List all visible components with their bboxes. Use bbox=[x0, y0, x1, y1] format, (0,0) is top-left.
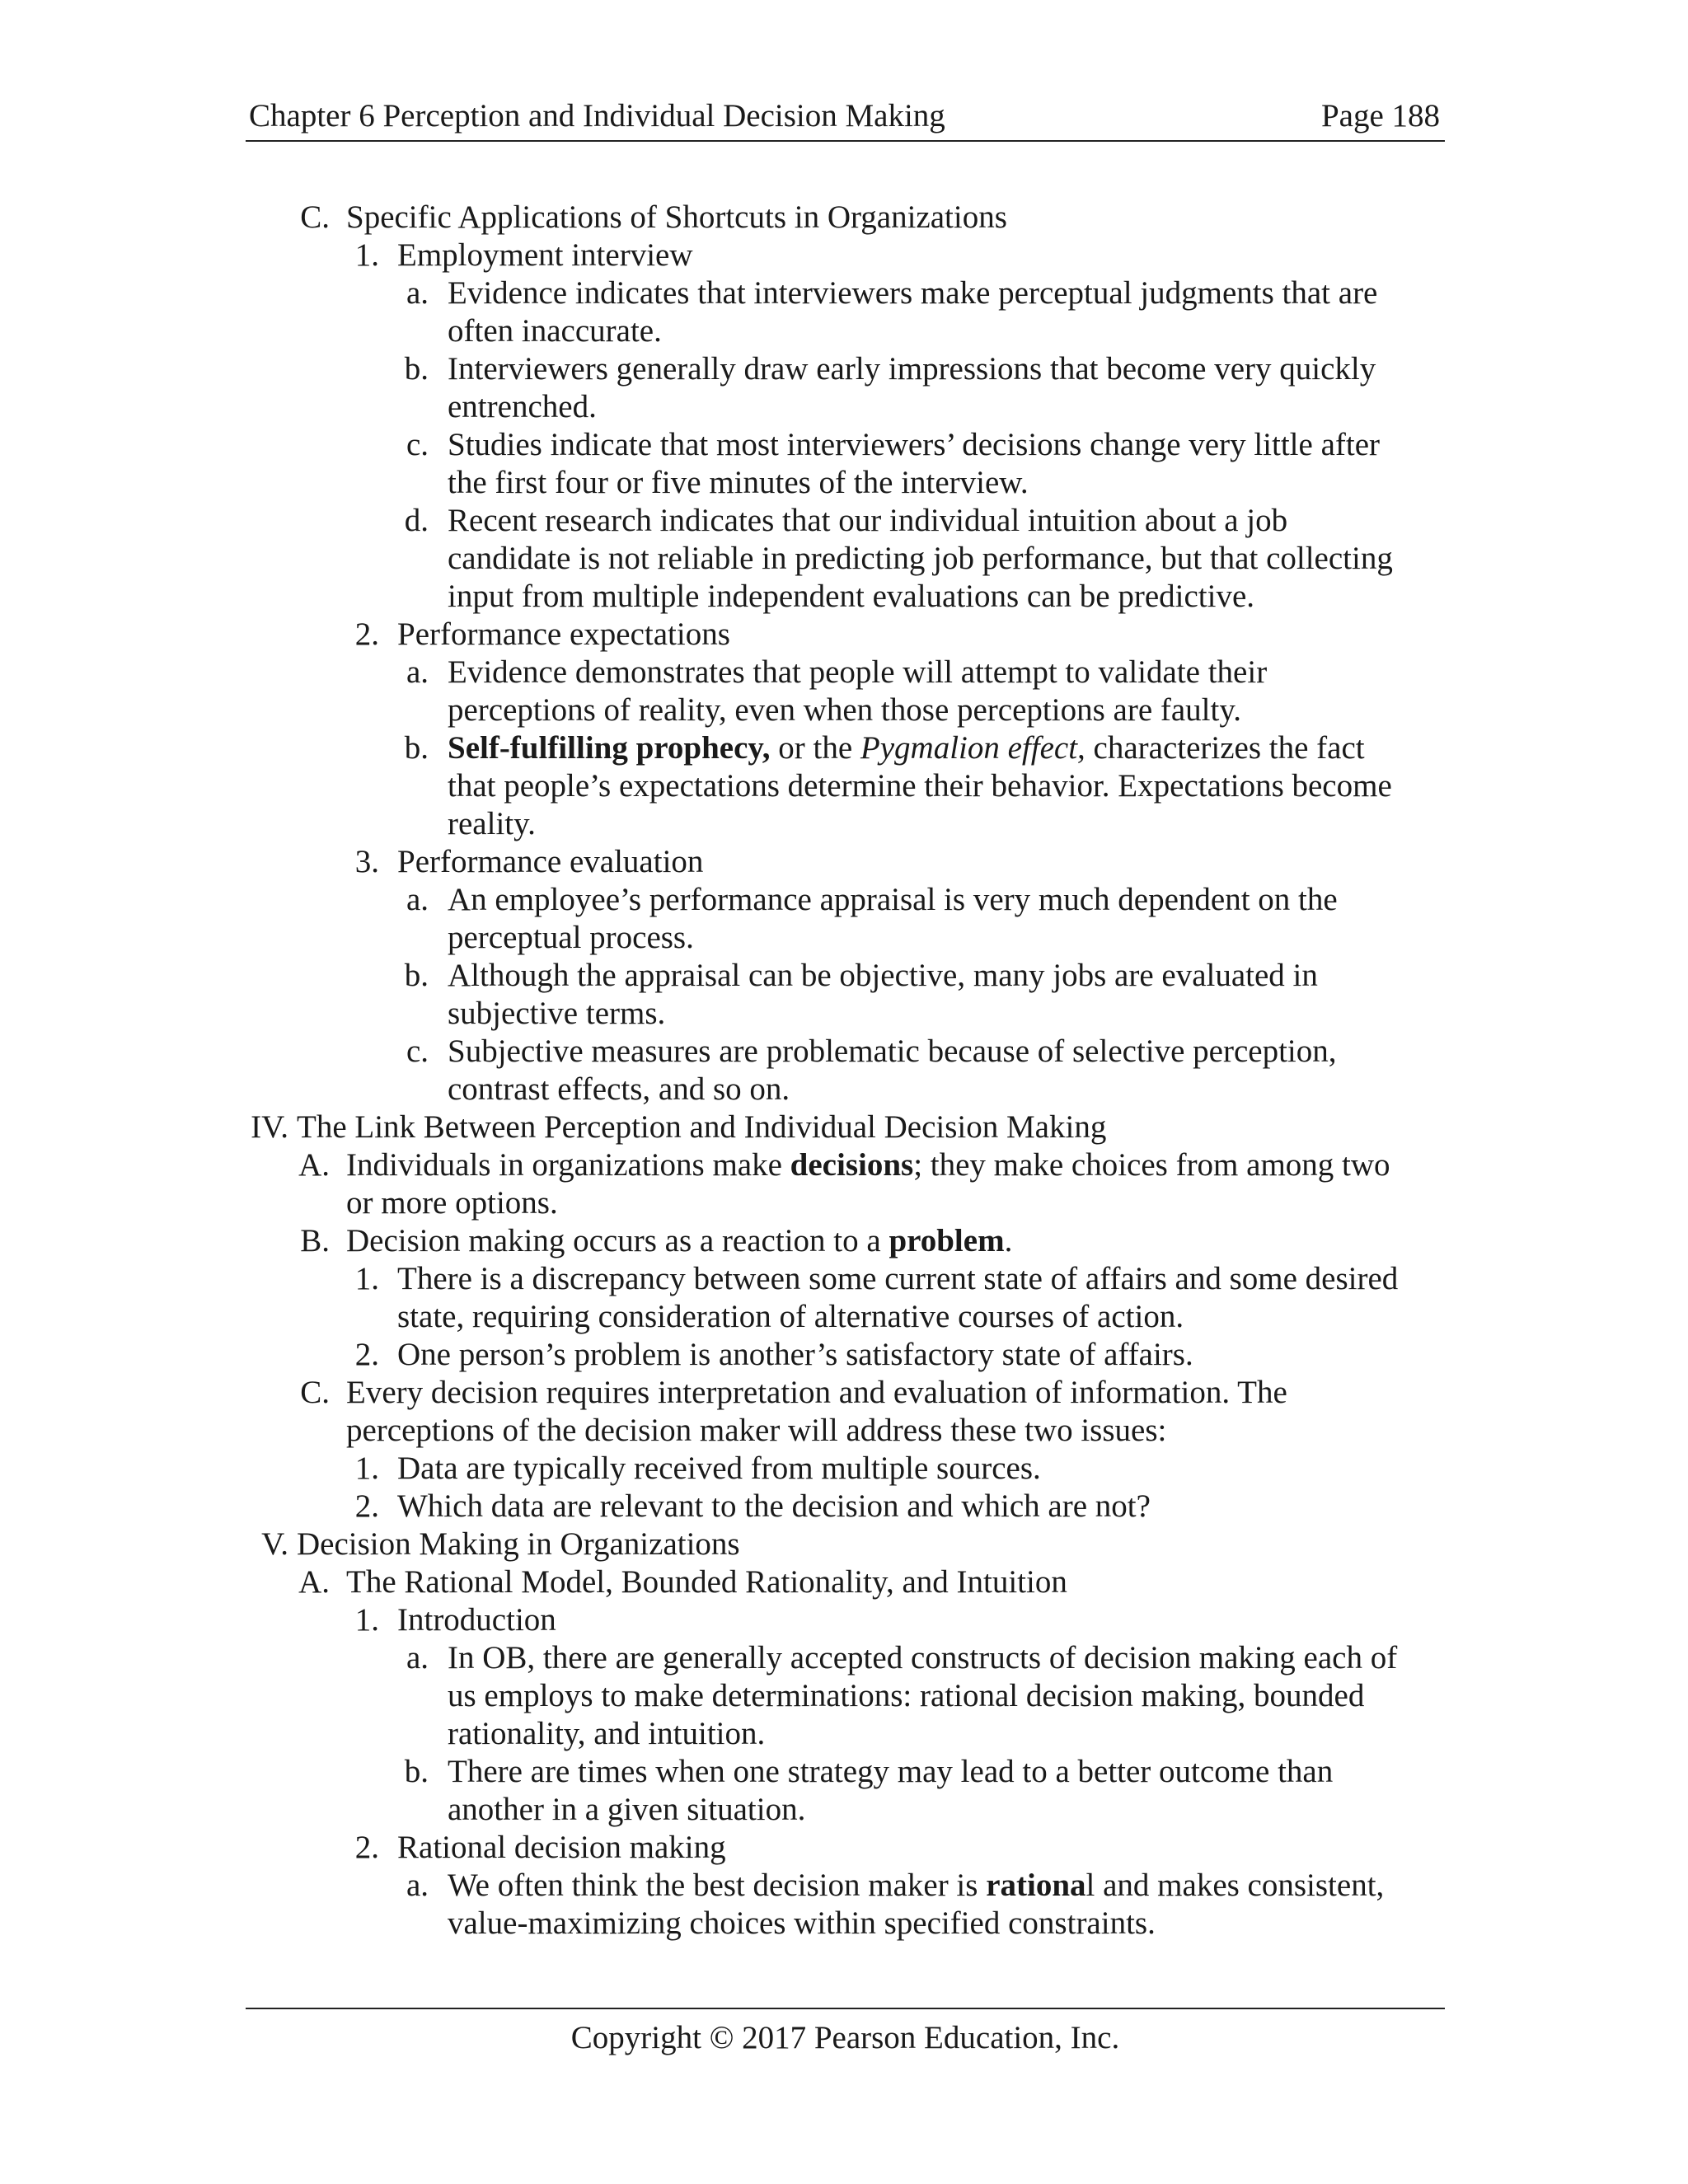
outline-text: Specific Applications of Shortcuts in Organizations bbox=[346, 199, 1007, 235]
text-segment: l and makes consistent, bbox=[1085, 1868, 1385, 1903]
outline-text: reality. bbox=[448, 806, 536, 841]
outline-line bbox=[0, 1146, 1688, 1184]
outline-line bbox=[0, 1563, 1688, 1601]
outline-line bbox=[0, 1412, 1688, 1450]
outline-line bbox=[0, 502, 1688, 540]
outline-label: a. bbox=[406, 882, 429, 917]
outline-text: Interviewers generally draw early impressions that become very quickly bbox=[448, 351, 1376, 387]
outline-line bbox=[0, 1488, 1688, 1526]
copyright-notice: Copyright © 2017 Pearson Education, Inc. bbox=[570, 2020, 1120, 2055]
outline-line bbox=[0, 274, 1688, 312]
outline-label: 2. bbox=[354, 1830, 379, 1865]
text-segment: decisions bbox=[790, 1147, 914, 1183]
outline-text: Studies indicate that most interviewers’ decisions change very little after bbox=[448, 427, 1380, 462]
outline-line bbox=[0, 654, 1688, 691]
outline-line bbox=[0, 1829, 1688, 1867]
outline-text: state, requiring consideration of alternative courses of action. bbox=[397, 1299, 1184, 1334]
outline-label: 1. bbox=[354, 237, 379, 273]
outline-text: Introduction bbox=[397, 1602, 556, 1638]
outline-line bbox=[0, 616, 1688, 654]
text-segment: Decision making occurs as a reaction to a bbox=[346, 1223, 889, 1258]
outline-line bbox=[0, 881, 1688, 919]
outline-label: d. bbox=[404, 503, 429, 538]
outline-line bbox=[0, 1298, 1688, 1336]
outline-text: Evidence demonstrates that people will attempt to validate their bbox=[448, 654, 1268, 690]
text-segment: problem bbox=[889, 1223, 1005, 1258]
page-footer bbox=[246, 2008, 1445, 2057]
outline-line bbox=[0, 1601, 1688, 1639]
outline-text: There is a discrepancy between some current state of affairs and some desired bbox=[397, 1261, 1399, 1296]
outline-line bbox=[0, 237, 1688, 274]
outline-text: In OB, there are generally accepted constructs of decision making each of bbox=[448, 1640, 1398, 1675]
outline-text: another in a given situation. bbox=[448, 1792, 806, 1827]
outline-label: 1. bbox=[354, 1602, 379, 1638]
outline-text: Subjective measures are problematic because of selective perception, bbox=[448, 1033, 1337, 1069]
outline-text: Although the appraisal can be objective, many jobs are evaluated in bbox=[448, 958, 1318, 993]
outline-text: or more options. bbox=[346, 1185, 558, 1221]
text-segment: ; they make choices from among two bbox=[913, 1147, 1390, 1183]
outline-label: C. bbox=[300, 1375, 330, 1410]
outline-label: a. bbox=[406, 1868, 429, 1903]
outline-text: rationality, and intuition. bbox=[448, 1716, 766, 1751]
outline-line bbox=[0, 1905, 1688, 1943]
outline-line bbox=[0, 1108, 1688, 1146]
outline-line bbox=[0, 578, 1688, 616]
outline-label: 2. bbox=[354, 616, 379, 652]
outline-label: b. bbox=[404, 351, 429, 387]
outline-line bbox=[0, 957, 1688, 995]
outline-line bbox=[0, 1791, 1688, 1829]
outline-line bbox=[0, 540, 1688, 578]
outline-text: Recent research indicates that our individual intuition about a job bbox=[448, 503, 1288, 538]
outline-line bbox=[0, 843, 1688, 881]
outline-line bbox=[0, 1450, 1688, 1488]
text-segment: characterizes the fact bbox=[1085, 730, 1365, 766]
outline-label: a. bbox=[406, 1640, 429, 1675]
outline-text: often inaccurate. bbox=[448, 313, 662, 349]
outline-label: 1. bbox=[354, 1451, 379, 1486]
page-header bbox=[246, 97, 1445, 142]
outline-content bbox=[0, 199, 1688, 1943]
chapter-title: Chapter 6 Perception and Individual Decision Making bbox=[249, 98, 945, 134]
outline-text: the first four or five minutes of the interview. bbox=[448, 465, 1029, 500]
text-segment: or the bbox=[770, 730, 860, 766]
outline-text: perceptions of the decision maker will address these two issues: bbox=[346, 1413, 1167, 1448]
outline-label: 1. bbox=[354, 1261, 379, 1296]
outline-line bbox=[0, 1260, 1688, 1298]
outline-label: A. bbox=[298, 1564, 330, 1600]
outline-text bbox=[448, 1867, 1384, 1905]
text-segment: rationa bbox=[986, 1868, 1086, 1903]
outline-label: b. bbox=[404, 1754, 429, 1789]
outline-text: perceptual process. bbox=[448, 920, 694, 955]
outline-label: C. bbox=[300, 199, 330, 235]
outline-text: The Rational Model, Bounded Rationality, and Intuition bbox=[346, 1564, 1067, 1600]
text-segment: Self-fulfilling prophecy, bbox=[448, 730, 771, 766]
outline-text: Every decision requires interpretation and evaluation of information. The bbox=[346, 1375, 1287, 1410]
outline-label: 2. bbox=[354, 1488, 379, 1524]
outline-text: Data are typically received from multiple sources. bbox=[397, 1451, 1041, 1486]
outline-text: Employment interview bbox=[397, 237, 693, 273]
outline-text: candidate is not reliable in predicting job performance, but that collecting bbox=[448, 541, 1393, 576]
text-segment: Individuals in organizations make bbox=[346, 1147, 790, 1183]
outline-text: Performance evaluation bbox=[397, 844, 704, 879]
outline-label: b. bbox=[404, 958, 429, 993]
outline-label: A. bbox=[298, 1147, 330, 1183]
outline-line bbox=[0, 919, 1688, 957]
outline-label: b. bbox=[404, 730, 429, 766]
outline-line bbox=[0, 1526, 1688, 1563]
outline-label: a. bbox=[406, 275, 429, 311]
outline-text: perceptions of reality, even when those perceptions are faulty. bbox=[448, 692, 1242, 728]
outline-text: Which data are relevant to the decision and which are not? bbox=[397, 1488, 1151, 1524]
outline-line bbox=[0, 1867, 1688, 1905]
outline-text: input from multiple independent evaluations can be predictive. bbox=[448, 579, 1255, 614]
outline-text: There are times when one strategy may lead to a better outcome than bbox=[448, 1754, 1334, 1789]
outline-text: An employee’s performance appraisal is very much dependent on the bbox=[448, 882, 1338, 917]
outline-line bbox=[0, 199, 1688, 237]
outline-text: Performance expectations bbox=[397, 616, 730, 652]
outline-text: The Link Between Perception and Individual Decision Making bbox=[297, 1109, 1107, 1145]
outline-line bbox=[0, 350, 1688, 388]
outline-line bbox=[0, 729, 1688, 767]
outline-line bbox=[0, 1753, 1688, 1791]
outline-label: V. bbox=[261, 1526, 288, 1562]
outline-text bbox=[448, 729, 1365, 767]
outline-line bbox=[0, 767, 1688, 805]
outline-line bbox=[0, 1222, 1688, 1260]
outline-text: contrast effects, and so on. bbox=[448, 1071, 790, 1107]
outline-line bbox=[0, 1715, 1688, 1753]
outline-text: that people’s expectations determine their behavior. Expectations become bbox=[448, 768, 1392, 804]
outline-line bbox=[0, 691, 1688, 729]
outline-text bbox=[346, 1222, 1012, 1260]
outline-label: IV. bbox=[251, 1109, 288, 1145]
outline-line bbox=[0, 426, 1688, 464]
outline-text: value-maximizing choices within specified constraints. bbox=[448, 1905, 1156, 1941]
outline-line bbox=[0, 464, 1688, 502]
page-number: Page 188 bbox=[1320, 98, 1440, 134]
outline-label: c. bbox=[406, 1033, 429, 1069]
outline-text: Rational decision making bbox=[397, 1830, 726, 1865]
text-segment: We often think the best decision maker is bbox=[448, 1868, 987, 1903]
outline-text: Evidence indicates that interviewers make perceptual judgments that are bbox=[448, 275, 1378, 311]
outline-line bbox=[0, 388, 1688, 426]
outline-line bbox=[0, 805, 1688, 843]
outline-label: c. bbox=[406, 427, 429, 462]
outline-line bbox=[0, 1071, 1688, 1108]
outline-text: us employs to make determinations: rational decision making, bounded bbox=[448, 1678, 1365, 1713]
text-segment: . bbox=[1004, 1223, 1013, 1258]
outline-text: entrenched. bbox=[448, 389, 597, 424]
outline-text bbox=[346, 1146, 1390, 1184]
text-segment: Pygmalion effect, bbox=[860, 730, 1085, 766]
outline-line bbox=[0, 1184, 1688, 1222]
outline-label: B. bbox=[300, 1223, 330, 1258]
outline-line bbox=[0, 1033, 1688, 1071]
outline-line bbox=[0, 312, 1688, 350]
outline-label: a. bbox=[406, 654, 429, 690]
outline-text: Decision Making in Organizations bbox=[297, 1526, 740, 1562]
outline-line bbox=[0, 1374, 1688, 1412]
outline-text: subjective terms. bbox=[448, 996, 666, 1031]
outline-line bbox=[0, 1677, 1688, 1715]
outline-line bbox=[0, 995, 1688, 1033]
outline-line bbox=[0, 1336, 1688, 1374]
outline-text: One person’s problem is another’s satisfactory state of affairs. bbox=[397, 1337, 1193, 1372]
outline-label: 3. bbox=[354, 844, 379, 879]
outline-line bbox=[0, 1639, 1688, 1677]
outline-label: 2. bbox=[354, 1337, 379, 1372]
